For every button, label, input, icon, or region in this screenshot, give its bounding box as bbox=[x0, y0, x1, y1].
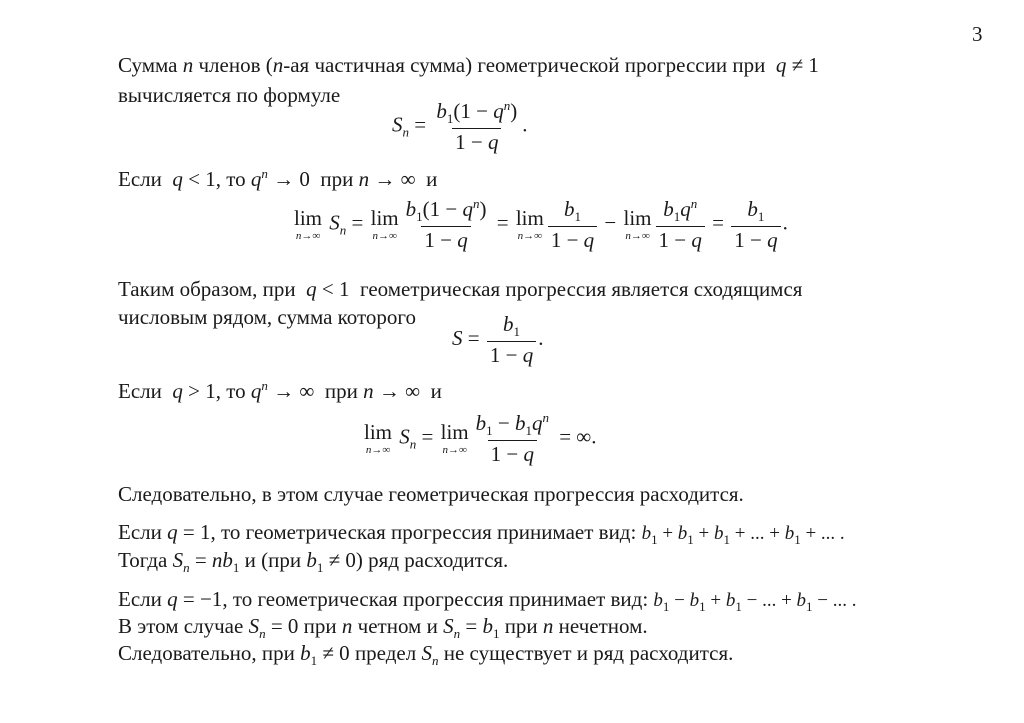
para-case-q-minus-1-line2: В этом случае $S_n = 0$ при n четном и $S_n = b_1$ при n нечетном. bbox=[118, 614, 648, 642]
para-case-q-minus-1-line3: Следовательно, при $b_1 \ne 0$ предел $S_n$ не существует и ряд расходится. bbox=[118, 641, 734, 669]
formula-sn: $S_n$ = $\frac{b_1(1 - q^n)}{1 - q}$ . bbox=[392, 98, 528, 155]
formula-limit-convergent: lim n→∞ $S_n = \lim$ n→∞ $\frac{b_1(1 - q^n)}{1 - q}$ = lim n→∞ $\frac{b_1}{1 - q}$ − lim n→∞ $\frac{b_1q^n}{1 - q}$ = $\frac{b_1}{1 - q}$ . bbox=[294, 196, 788, 253]
para-case-q-minus-1: Если q = −1, то геометрическая прогрессия принимает вид: $b_1 - b_1 + b_1$ − ... + $b_1$ − ... . bbox=[118, 587, 857, 614]
formula-limit-divergent: lim n→∞ $S_n = \lim$ n→∞ $\frac{b_1 - b_1q^n}{1 - q}$ = ∞. bbox=[364, 410, 597, 467]
page-number: 3 bbox=[972, 22, 983, 46]
para-case-q-greater-1: Если q > 1, то $q^n$ → ∞ при n → ∞ и bbox=[118, 378, 442, 403]
para-case-q-equal-1: Если q = 1, то геометрическая прогрессия принимает вид: $b_1 + b_1 + b_1$ + ... + $b_1$ + ... . bbox=[118, 520, 845, 547]
para-sum-definition: Сумма n членов (n-ая частичная сумма) геометрической прогрессии при q ≠ 1 bbox=[118, 53, 819, 77]
formula-sum: S = $\frac{b_1}{1 - q}$ . bbox=[452, 312, 544, 368]
para-sum-definition-line2: вычисляется по формуле bbox=[118, 83, 341, 107]
para-case-q-less-1: Если q < 1, то $q^n \to 0$ при n → ∞ и bbox=[118, 166, 438, 191]
para-case-q-equal-1-line2: Тогда $S_n = nb_1$ и (при $b_1 \ne 0$) ряд расходится. bbox=[118, 548, 509, 576]
para-convergent-series: Таким образом, при q < 1 геометрическая прогрессия является сходящимся bbox=[118, 277, 803, 301]
para-divergent: Следовательно, в этом случае геометрическая прогрессия расходится. bbox=[118, 482, 744, 506]
para-convergent-series-line2: числовым рядом, сумма которого bbox=[118, 305, 417, 329]
